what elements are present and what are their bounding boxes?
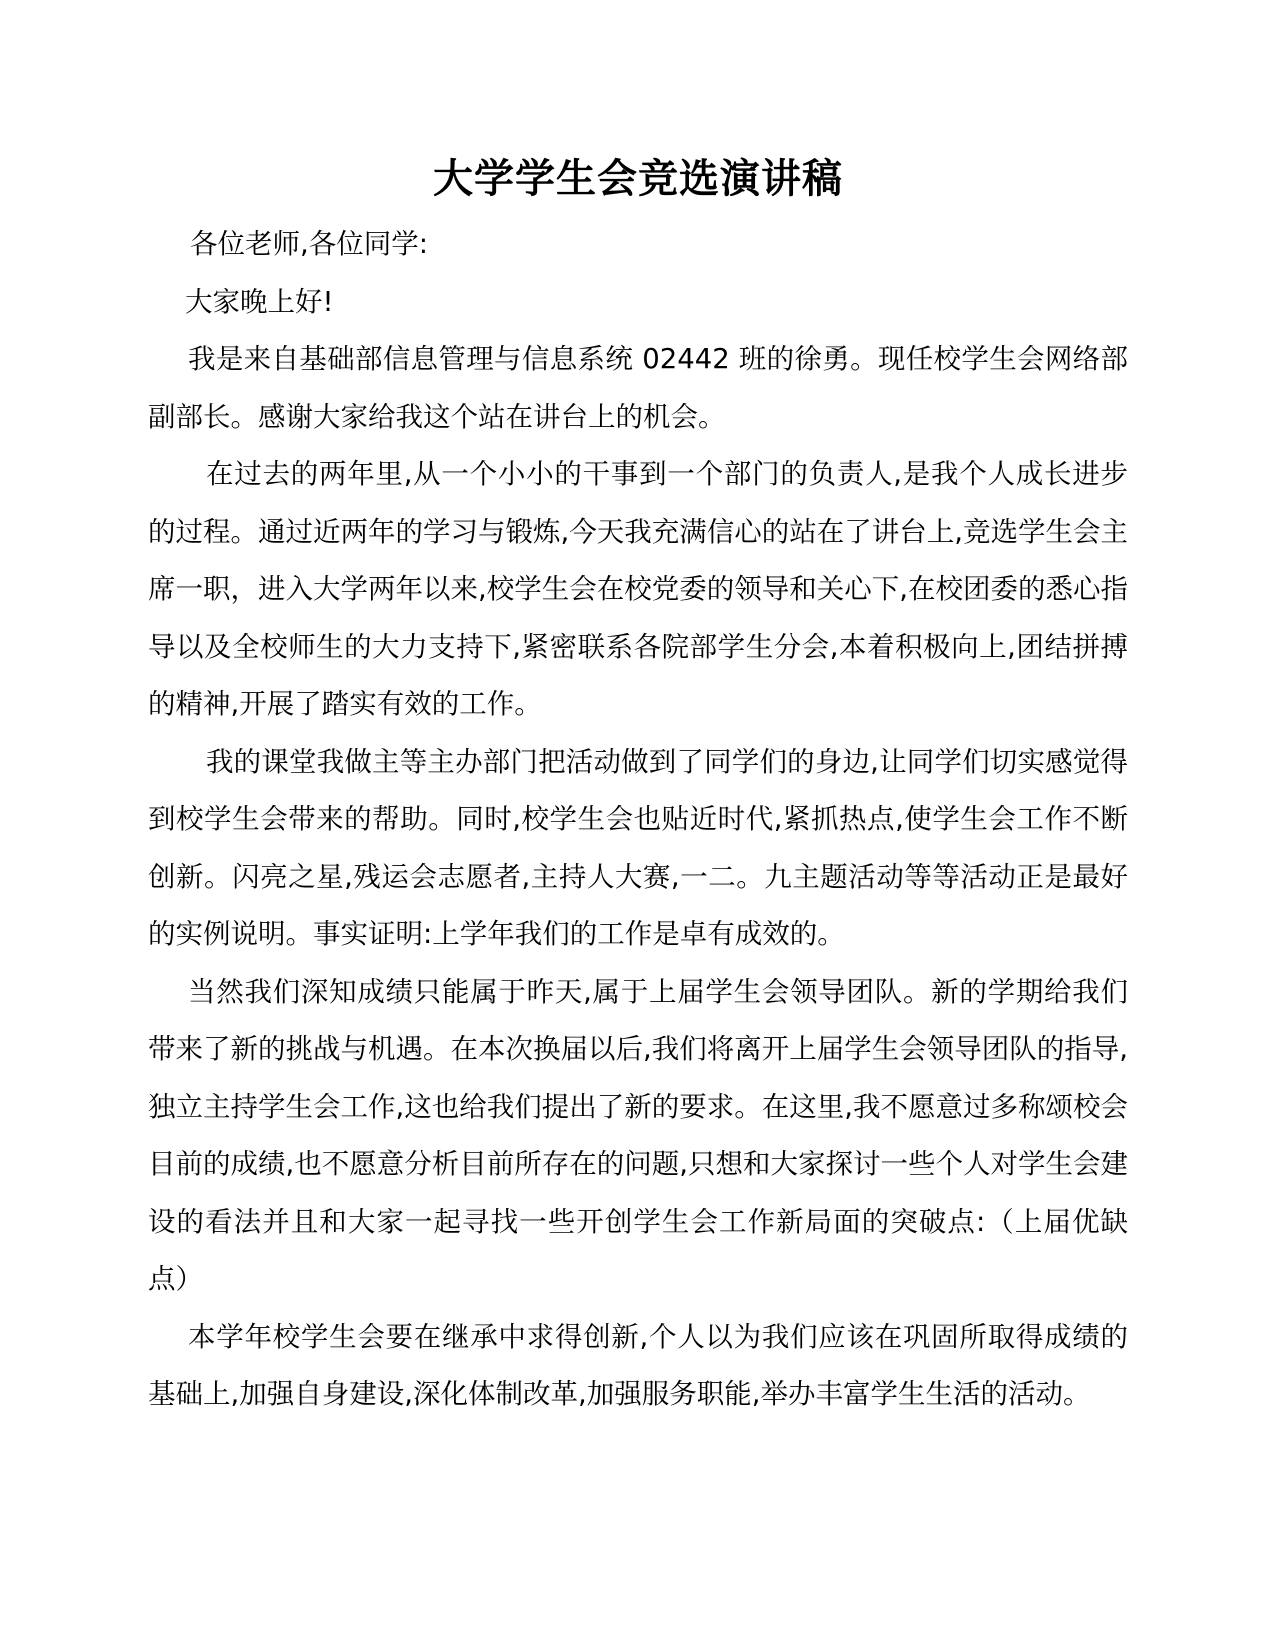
paragraph-1: 我是来自基础部信息管理与信息系统 02442 班的徐勇。现任校学生会网络部副部长。感谢大家给我这个站在讲台上的机会。 [148, 343, 1128, 433]
document-title: 大学学生会竞选演讲稿 [433, 156, 843, 202]
greeting: 大家晚上好! [185, 285, 334, 318]
paragraph-3: 我的课堂我做主等主办部门把活动做到了同学们的身边,让同学们切实感觉得到校学生会带来的帮助。同时,校学生会也贴近时代,紧抓热点,使学生会工作不断创新。闪亮之星,残运会志愿者,主持人大赛,一二。九主题活动等等活动正是最好的实例说明。事实证明:上学年我们的工作是卓有成效的。 [148, 745, 1128, 950]
paragraph-2: 在过去的两年里,从一个小小的干事到一个部门的负责人,是我个人成长进步的过程。通过近两年的学习与锻炼,今天我充满信心的站在了讲台上,竞选学生会主席一职，进入大学两年以来,校学生会在校党委的领导和关心下,在校团委的悉心指导以及全校师生的大力支持下,紧密联系各院部学生分会,本着积极向上,团结拼搏的精神,开展了踏实有效的工作。 [148, 458, 1128, 720]
document-page [148, 150, 1128, 1424]
salutation: 各位老师,各位同学: [190, 228, 429, 260]
paragraph-5: 本学年校学生会要在继承中求得创新,个人以为我们应该在巩固所取得成绩的基础上,加强自身建设,深化体制改革,加强服务职能,举办丰富学生生活的活动。 [148, 1320, 1128, 1410]
paragraph-4: 当然我们深知成绩只能属于昨天,属于上届学生会领导团队。新的学期给我们带来了新的挑战与机遇。在本次换届以后,我们将离开上届学生会领导团队的指导,独立主持学生会工作,这也给我们提出了新的要求。在这里,我不愿意过多称颂校会目前的成绩,也不愿意分析目前所存在的问题,只想和大家探讨一些个人对学生会建设的看法并且和大家一起寻找一些开创学生会工作新局面的突破点:（上届优缺点） [148, 975, 1128, 1295]
